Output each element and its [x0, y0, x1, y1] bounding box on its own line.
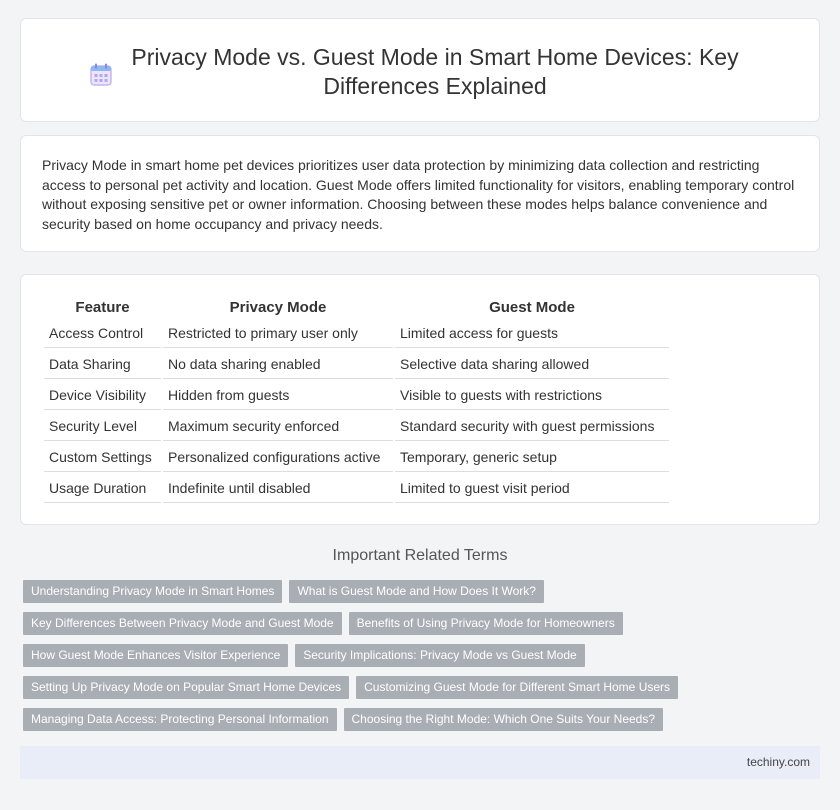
cell-privacy: Hidden from guests [163, 381, 393, 410]
related-term-tag[interactable]: What is Guest Mode and How Does It Work? [289, 580, 544, 603]
cell-guest: Limited access for guests [395, 319, 669, 348]
cell-privacy: Personalized configurations active [163, 443, 393, 472]
related-term-tag[interactable]: Customizing Guest Mode for Different Smart Home Users [356, 676, 678, 699]
table-row [44, 381, 669, 410]
cell-feature: Custom Settings [44, 443, 161, 472]
table-row [44, 412, 669, 441]
title-card [20, 18, 820, 122]
cell-guest: Temporary, generic setup [395, 443, 669, 472]
comparison-card [20, 274, 820, 525]
footer-site-link[interactable]: techiny.com [746, 755, 810, 769]
cell-feature: Data Sharing [44, 350, 161, 379]
cell-feature: Security Level [44, 412, 161, 441]
cell-guest: Visible to guests with restrictions [395, 381, 669, 410]
related-terms-heading: Important Related Terms [332, 547, 508, 564]
cell-privacy: No data sharing enabled [163, 350, 393, 379]
cell-feature: Device Visibility [44, 381, 161, 410]
related-term-tag[interactable]: Security Implications: Privacy Mode vs Guest Mode [295, 644, 584, 667]
intro-paragraph: Privacy Mode in smart home pet devices prioritizes user data protection by minimizing data collection and restricting access to personal pet activity and location. Guest Mode offers limited functionality for visitors, enabling temporary control without exposing sensitive pet or owner information. Choosing between these modes helps balance convenience and security based on home occupancy and privacy needs. [42, 157, 795, 232]
header-feature: Feature [75, 298, 130, 316]
related-term-tag[interactable]: Benefits of Using Privacy Mode for Homeowners [349, 612, 623, 635]
related-terms-list [23, 580, 823, 740]
table-row [44, 350, 669, 379]
footer-bar [20, 746, 820, 779]
cell-guest: Limited to guest visit period [395, 474, 669, 503]
table-row [44, 474, 669, 503]
cell-guest: Standard security with guest permissions [395, 412, 669, 441]
comparison-table [42, 295, 671, 505]
header-privacy-mode: Privacy Mode [229, 298, 327, 316]
header-guest-mode: Guest Mode [489, 298, 575, 316]
cell-guest: Selective data sharing allowed [395, 350, 669, 379]
related-term-tag[interactable]: Choosing the Right Mode: Which One Suits Your Needs? [344, 708, 664, 731]
related-term-tag[interactable]: Key Differences Between Privacy Mode and Guest Mode [23, 612, 342, 635]
cell-privacy: Restricted to primary user only [163, 319, 393, 348]
related-term-tag[interactable]: Understanding Privacy Mode in Smart Homes [23, 580, 282, 603]
table-row [44, 319, 669, 348]
related-term-tag[interactable]: Setting Up Privacy Mode on Popular Smart Home Devices [23, 676, 349, 699]
cell-privacy: Indefinite until disabled [163, 474, 393, 503]
related-term-tag[interactable]: How Guest Mode Enhances Visitor Experience [23, 644, 288, 667]
page-title: Privacy Mode vs. Guest Mode in Smart Home Devices: Key Differences Explained [131, 44, 739, 99]
intro-card [20, 135, 820, 252]
cell-feature: Usage Duration [44, 474, 161, 503]
cell-feature: Access Control [44, 319, 161, 348]
related-term-tag[interactable]: Managing Data Access: Protecting Personal Information [23, 708, 337, 731]
table-header-row [44, 297, 669, 317]
cell-privacy: Maximum security enforced [163, 412, 393, 441]
table-row [44, 443, 669, 472]
